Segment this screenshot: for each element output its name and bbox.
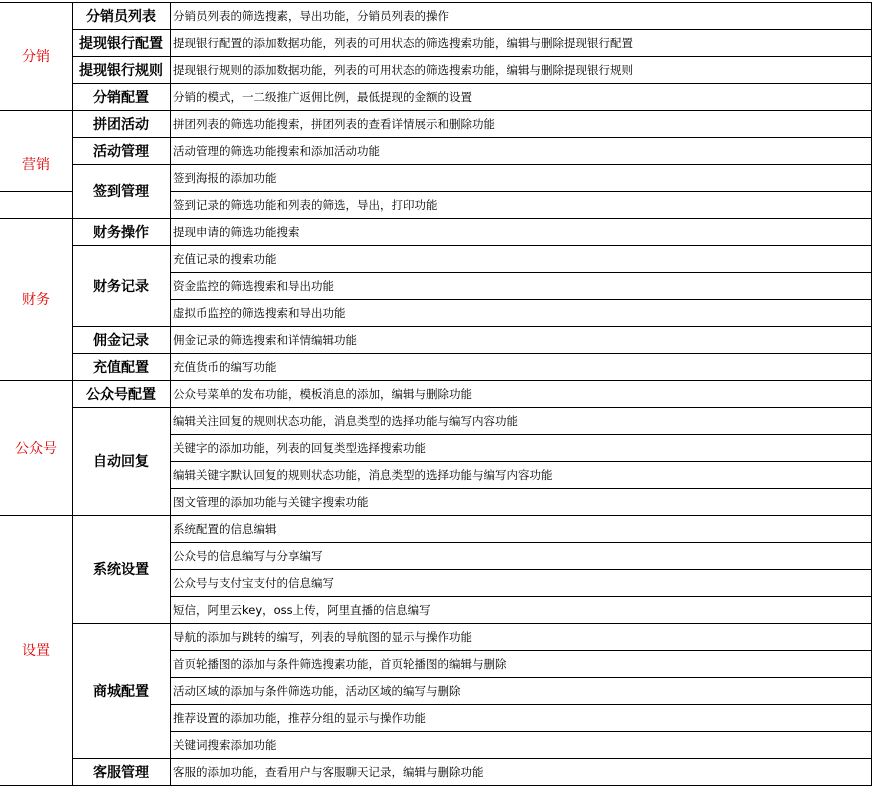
feature-description: 关键词搜索添加功能 — [170, 731, 872, 759]
feature-description: 推荐设置的添加功能，推荐分组的显示与操作功能 — [170, 704, 872, 732]
feature-description: 关键字的添加功能，列表的回复类型选择搜索功能 — [170, 434, 872, 462]
feature-description: 分销员列表的筛选搜素，导出功能，分销员列表的操作 — [170, 2, 872, 30]
feature-description: 提现申请的筛选功能搜索 — [170, 218, 872, 246]
feature-description: 首页轮播图的添加与条件筛选搜素功能，首页轮播图的编辑与删除 — [170, 650, 872, 678]
module-name: 充值配置 — [72, 353, 171, 381]
module-name: 商城配置 — [72, 623, 171, 759]
feature-description: 充值货币的编写功能 — [170, 353, 872, 381]
category-label: 营销 — [0, 110, 73, 219]
feature-description: 提现银行配置的添加数据功能，列表的可用状态的筛选搜索功能，编辑与删除提现银行配置 — [170, 29, 872, 57]
module-name: 活动管理 — [72, 137, 171, 165]
feature-description: 导航的添加与跳转的编写，列表的导航图的显示与操作功能 — [170, 623, 872, 651]
feature-description: 活动区域的添加与条件筛选功能，活动区域的编写与删除 — [170, 677, 872, 705]
feature-description: 佣金记录的筛选搜索和详情编辑功能 — [170, 326, 872, 354]
feature-description: 资金监控的筛选搜索和导出功能 — [170, 272, 872, 300]
module-name: 提现银行配置 — [72, 29, 171, 57]
module-name: 系统设置 — [72, 515, 171, 624]
feature-description: 图文管理的添加功能与关键字搜索功能 — [170, 488, 872, 516]
module-name: 拼团活动 — [72, 110, 171, 138]
feature-description: 公众号与支付宝支付的信息编写 — [170, 569, 872, 597]
category-label: 财务 — [0, 218, 73, 381]
module-name: 提现银行规则 — [72, 56, 171, 84]
module-name: 客服管理 — [72, 758, 171, 786]
module-name: 财务操作 — [72, 218, 171, 246]
feature-description: 公众号的信息编写与分享编写 — [170, 542, 872, 570]
feature-description: 编辑关注回复的规则状态功能，消息类型的选择功能与编写内容功能 — [170, 407, 872, 435]
feature-description: 充值记录的搜索功能 — [170, 245, 872, 273]
feature-description: 编辑关键字默认回复的规则状态功能，消息类型的选择功能与编写内容功能 — [170, 461, 872, 489]
feature-description: 签到海报的添加功能 — [170, 164, 872, 192]
module-name: 佣金记录 — [72, 326, 171, 354]
feature-description: 客服的添加功能，查看用户与客服聊天记录，编辑与删除功能 — [170, 758, 872, 786]
feature-description: 签到记录的筛选功能和列表的筛选，导出，打印功能 — [170, 191, 872, 219]
category-label: 公众号 — [0, 380, 73, 516]
feature-description: 系统配置的信息编辑 — [170, 515, 872, 543]
category-label: 分销 — [0, 2, 73, 111]
feature-description: 拼团列表的筛选功能搜索，拼团列表的查看详情展示和删除功能 — [170, 110, 872, 138]
feature-description: 公众号菜单的发布功能，模板消息的添加，编辑与删除功能 — [170, 380, 872, 408]
category-label: 设置 — [0, 515, 73, 786]
module-name: 分销员列表 — [72, 2, 171, 30]
module-name: 分销配置 — [72, 83, 171, 111]
feature-description: 虚拟币监控的筛选搜索和导出功能 — [170, 299, 872, 327]
module-name: 签到管理 — [72, 164, 171, 219]
feature-description: 提现银行规则的添加数据功能，列表的可用状态的筛选搜索功能，编辑与删除提现银行规则 — [170, 56, 872, 84]
feature-description: 活动管理的筛选功能搜索和添加活动功能 — [170, 137, 872, 165]
module-name: 公众号配置 — [72, 380, 171, 408]
feature-description: 分销的模式，一二级推广返佣比例，最低提现的金额的设置 — [170, 83, 872, 111]
module-name: 自动回复 — [72, 407, 171, 516]
feature-description: 短信，阿里云key，oss上传，阿里直播的信息编写 — [170, 596, 872, 624]
module-name: 财务记录 — [72, 245, 171, 327]
